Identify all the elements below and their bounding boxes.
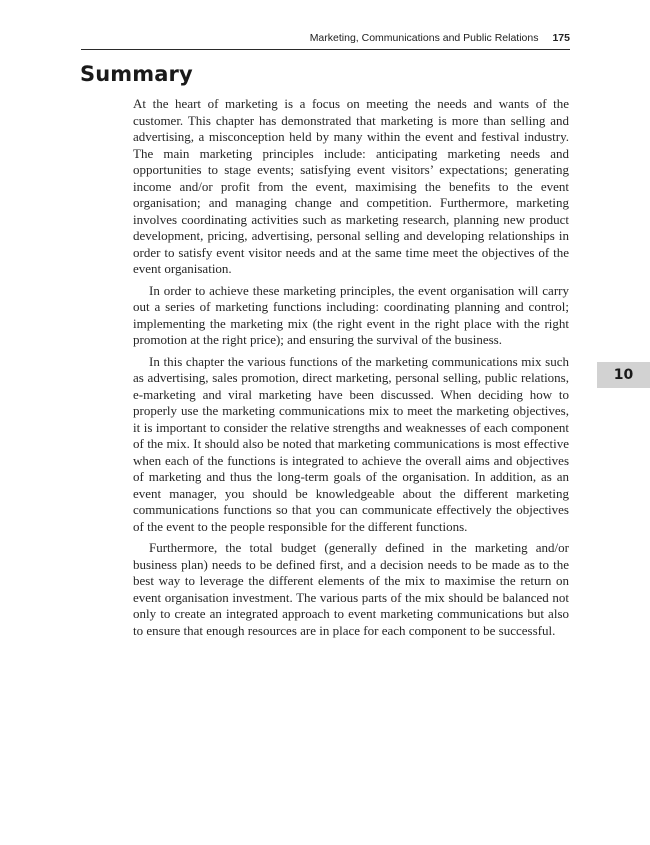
chapter-tab xyxy=(597,362,650,388)
section-title: Summary xyxy=(80,62,193,86)
summary-body xyxy=(133,96,569,644)
chapter-tab-label: 10 xyxy=(613,367,634,383)
summary-paragraph-3: In this chapter the various functions of the marketing communications mix such as advertising, sales promotion, direct marketing, personal selling, public relations, e-marketing and viral marketing have been discussed. When deciding how to properly use the marketing communications mix to meet the marketing objectives, it is important to consider the relative strengths and weaknesses of each component of the mix. It should also be noted that marketing communications is most effective when each of the functions is integrated to achieve the overall aims and objectives of marketing and thus the long-term goals of the organisation. In addition, as an event manager, you should be knowledgeable about the different marketing communications functions so that you can communicate effectively the objectives of the event to the people responsible for the different functions. xyxy=(133,353,569,534)
running-header-title: Marketing, Communications and Public Relations xyxy=(309,32,539,44)
page-number: 175 xyxy=(552,32,570,44)
header-rule xyxy=(81,49,570,50)
summary-paragraph-4: Furthermore, the total budget (generally defined in the marketing and/or business plan) needs to be defined first, and a decision needs to be made as to the best way to leverage the different elements of the mix to maximise the return on event organisation investment. The various parts of the mix should be balanced not only to create an integrated approach to event marketing communications but also to ensure that enough resources are in place for each component to be successful. xyxy=(133,540,569,638)
summary-paragraph-2: In order to achieve these marketing principles, the event organisation will carry out a series of marketing functions including: coordinating planning and control; implementing the marketing mix (the right event in the right place with the right promotion at the right price); and ensuring the survival of the business. xyxy=(133,282,569,347)
summary-paragraph-1: At the heart of marketing is a focus on meeting the needs and wants of the customer. This chapter has demonstrated that marketing is more than selling and advertising, a misconception held by many within the event and festival industry. The main marketing principles include: anticipating marketing needs and opportunities to stage events; satisfying event visitors’ expectations; generating income and/or profit from the event, maximising the benefits to the event organisation; and managing change and competition. Furthermore, marketing involves coordinating activities such as marketing research, planning new product development, pricing, advertising, personal selling and developing relationships in order to satisfy event visitor needs and at the same time meet the objectives of the event organisation. xyxy=(133,96,569,276)
running-header xyxy=(310,32,570,44)
